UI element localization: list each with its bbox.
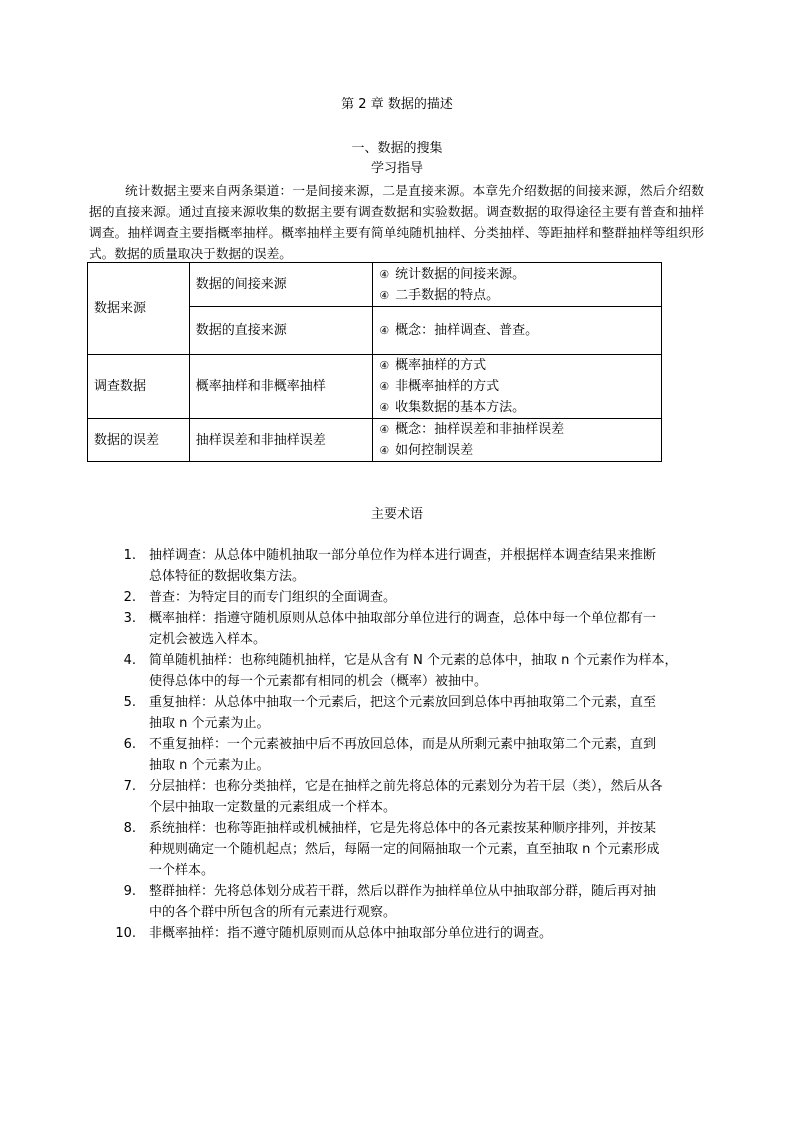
term-text-line: 整群抽样：先将总体划分成若干群，然后以群作为抽样单位从中抽取部分群，随后再对抽 bbox=[149, 884, 657, 899]
term-text-line: 系统抽样：也称等距抽样或机械抽样，它是先将总体中的各元素按某种顺序排列，并按某 bbox=[149, 821, 657, 836]
term-text-line: 简单随机抽样：也称纯随机抽样，它是从含有 N 个元素的总体中，抽取 n 个元素作为样本， bbox=[149, 653, 678, 668]
list-item bbox=[112, 587, 707, 608]
term-number: 1. bbox=[123, 548, 136, 563]
study-guide-table bbox=[87, 262, 662, 462]
guide-heading: 学习指导 bbox=[370, 161, 423, 176]
term-number: 5. bbox=[123, 695, 136, 710]
table-cell-category: 数据来源 bbox=[88, 263, 190, 355]
term-text-line: 抽样调查：从总体中随机抽取一部分单位作为样本进行调查，并根据样本调查结果来推断 bbox=[149, 548, 657, 563]
term-text-line: 重复抽样：从总体中抽取一个元素后，把这个元素放回到总体中再抽取第二个元素，直至 bbox=[149, 695, 657, 710]
term-text-line: 总体特征的数据收集方法。 bbox=[149, 569, 306, 584]
table-cell-points bbox=[373, 355, 662, 419]
term-number: 4. bbox=[123, 653, 136, 668]
circled-bullet-icon: ④ bbox=[379, 359, 390, 372]
list-item: ④ 收集数据的基本方法。 bbox=[379, 400, 526, 415]
term-number: 9. bbox=[123, 884, 136, 899]
terms-list bbox=[112, 545, 707, 944]
table-cell-topic: 数据的直接来源 bbox=[189, 307, 373, 355]
term-number: 2. bbox=[123, 590, 136, 605]
table-cell-category: 调查数据 bbox=[88, 355, 190, 419]
term-number: 8. bbox=[123, 821, 136, 836]
table-row bbox=[88, 263, 662, 307]
terms-heading: 主要术语 bbox=[370, 507, 423, 522]
term-number: 7. bbox=[123, 779, 136, 794]
list-item: ④ 概率抽样的方式 bbox=[379, 358, 487, 373]
list-item bbox=[112, 776, 707, 818]
list-item bbox=[112, 818, 707, 881]
circled-bullet-icon: ④ bbox=[379, 423, 390, 436]
term-text-line: 种规则确定一个随机起点；然后，每隔一定的间隔抽取一个元素，直至抽取 n 个元素形成 bbox=[149, 842, 660, 857]
list-item bbox=[112, 734, 707, 776]
circled-bullet-icon: ④ bbox=[379, 288, 390, 302]
list-item bbox=[112, 692, 707, 734]
chapter-title: 第 2 章 数据的描述 bbox=[341, 97, 453, 112]
table-cell-topic: 抽样误差和非抽样误差 bbox=[189, 419, 373, 462]
circled-bullet-icon: ④ bbox=[379, 324, 390, 337]
intro-paragraph: 统计数据主要来自两条渠道：一是间接来源，二是直接来源。本章先介绍数据的间接来源，然后介绍数据的直接来源。通过直接来源收集的数据主要有调查数据和实验数据。调查数据的取得途径主要有普查和抽样调查。抽样调查主要指概率抽样。概率抽样主要有简单纯随机抽样、分类抽样、等距抽样和整群抽样等组织形式。数据的质量取决于数据的误差。 bbox=[89, 183, 704, 261]
table-cell-points bbox=[373, 419, 662, 462]
term-text-line: 分层抽样：也称分类抽样，它是在抽样之前先将总体的元素划分为若干层（类），然后从各 bbox=[149, 779, 663, 794]
term-number: 3. bbox=[123, 611, 136, 626]
circled-bullet-icon: ④ bbox=[379, 401, 390, 414]
list-item: ④ 如何控制误差 bbox=[379, 443, 474, 458]
term-text-line: 一个样本。 bbox=[149, 863, 215, 878]
term-number: 6. bbox=[123, 737, 136, 752]
term-text-line: 概率抽样：指遵守随机原则从总体中抽取部分单位进行的调查，总体中每一个单位都有一 bbox=[149, 611, 657, 626]
circled-bullet-icon: ④ bbox=[379, 444, 390, 457]
term-text-line: 使得总体中的每一个元素都有相同的机会（概率）被抽中。 bbox=[149, 674, 488, 689]
term-number: 10. bbox=[115, 926, 136, 941]
term-text-line: 个层中抽取一定数量的元素组成一个样本。 bbox=[149, 800, 397, 815]
list-item bbox=[112, 545, 707, 587]
list-item bbox=[112, 650, 707, 692]
term-text-line: 非概率抽样：指不遵守随机原则而从总体中抽取部分单位进行的调查。 bbox=[149, 926, 553, 941]
term-text-line: 中的各个群中所包含的所有元素进行观察。 bbox=[149, 905, 397, 920]
term-text-line: 抽取 n 个元素为止。 bbox=[149, 758, 270, 773]
list-item: ④ 概念：抽样调查、普查。 bbox=[379, 323, 539, 338]
list-item bbox=[112, 881, 707, 923]
list-item: ④ 统计数据的间接来源。 bbox=[379, 266, 526, 282]
term-text-line: 抽取 n 个元素为止。 bbox=[149, 716, 270, 731]
list-item: ④ 非概率抽样的方式 bbox=[379, 379, 500, 394]
table-cell-points bbox=[373, 263, 662, 307]
list-item bbox=[112, 608, 707, 650]
term-text-line: 不重复抽样：一个元素被抽中后不再放回总体，而是从所剩元素中抽取第二个元素，直到 bbox=[149, 737, 657, 752]
table-cell-category: 数据的误差 bbox=[88, 419, 190, 462]
table-cell-topic: 概率抽样和非概率抽样 bbox=[189, 355, 373, 419]
circled-bullet-icon: ④ bbox=[379, 267, 390, 281]
table-row bbox=[88, 419, 662, 462]
term-text-line: 定机会被选入样本。 bbox=[149, 632, 267, 647]
list-item: ④ 概念：抽样误差和非抽样误差 bbox=[379, 422, 565, 437]
table-cell-topic: 数据的间接来源 bbox=[189, 263, 373, 307]
section-title: 一、数据的搜集 bbox=[351, 141, 443, 156]
list-item bbox=[112, 923, 707, 944]
list-item: ④ 二手数据的特点。 bbox=[379, 287, 500, 303]
circled-bullet-icon: ④ bbox=[379, 380, 390, 393]
table-row bbox=[88, 355, 662, 419]
term-text-line: 普查：为特定目的而专门组织的全面调查。 bbox=[149, 590, 397, 605]
table-cell-points bbox=[373, 307, 662, 355]
